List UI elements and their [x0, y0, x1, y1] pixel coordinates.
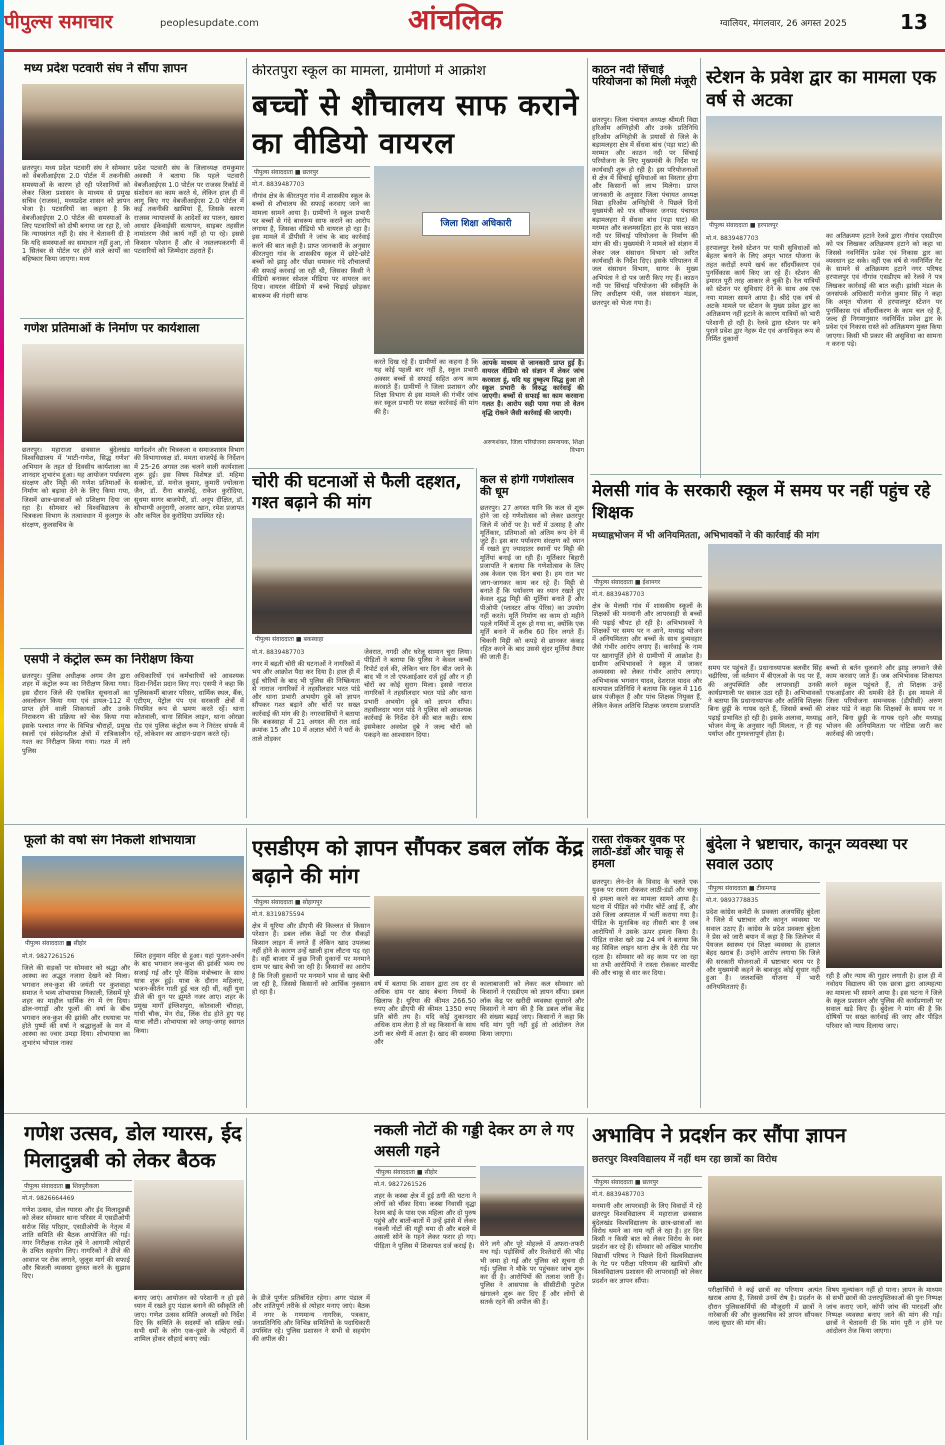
row-rule	[590, 474, 942, 475]
mobile-number: मो.नं. 8839487703	[592, 1191, 645, 1198]
article-headline: अभाविप ने प्रदर्शन कर सौंपा ज्ञापन	[592, 1123, 847, 1147]
article-body: छतरपुर। जिला पंचायत अध्यक्ष श्रीमती विद्या हरिओम अग्निहोत्री और उनके प्रतिनिधि हरिओम अग्निहोत्री के प्रयासों से जिले के बड़ामलहरा क्षेत्र में सेंधवा बांध (पड़ा घाट) की मरम्मत और काठन नदी पर सिंचाई परियोजना के लिए मुख्यमंत्री के निर्देश पर कार्यवाही शुरू हो रही है। इस परियोजनाओं से क्षेत्र में सिंचाई सुविधाओं का विस्तार होगा और किसानों को लाभ मिलेगा। प्राप्त जानकारी के अनुसार जिला पंचायत अध्यक्ष विद्या हरिओम अग्निहोत्री ने पिछले दिनों मुख्यमंत्री को पत्र सौंपकर जनपद पंचायत बड़ामलहरा में सेंधवा बांध (पड़ा घाट) की मरम्मत और कलमसहिता हार के पास काठन नदी पर सिंचाई परियोजना के निर्माण की मांग की थी। मुख्यमंत्री ने मामले को संज्ञान में लेकर जल संसाधन विभाग को त्वरित कार्यवाही के निर्देश दिए। इसके परिपालन में जल संसाधन विभाग, सागर के मुख्य अभियंता ने दो पत्र जारी किए गए हैं। काठन नदी पर सिंचाई परियोजना की स्वीकृति के लिए अधीक्षण यंत्री, जल संसाधन मंडल, छतरपुर को भेजा गया है।	[592, 116, 698, 307]
article-body: छतरपुर। 27 अगस्त यानि कि कल से शुरू होने जा रहे गणेशोत्सव को लेकर छतरपुर जिले में जोरों पर है। घरों में उत्साह है और मूर्तिकार, प्रतिमाओं को अंतिम रूप देने में जुटे हैं। इस बार पर्यावरण संरक्षण को ध्यान में रखते हुए ज्यादातर स्थानों पर मिट्टी की मूर्तियां बनाई जा रही हैं। मूर्तिकार बिहारी प्रजापति ने बताया कि गणेशोत्सव के लिए अब केवल एक दिन बचा है। हम रात भर जाग-जागकर काम कर रहे हैं। मिट्टी से बनाते हैं कि पर्यावरण का ध्यान रखते हुए केवल शुद्ध मिट्टी की मूर्तियां बनाते हैं और पीओपी (प्लास्टर ऑफ पेरिस) का उपयोग नहीं करते। मूर्ति निर्माण का काम दो महीने पहले गर्मियों में शुरू हो गया था, क्योंकि एक मूर्ति बनाने में करीब 60 दिन लगते हैं। चिकनी मिट्टी को कपड़े से छानकर कंकड़ रहित करने के बाद उससे सुंदर मूर्तियां तैयार की जाती हैं।	[480, 504, 584, 662]
article-body: नौगांव क्षेत्र के कीरतपुरा गांव में शासकीय स्कूल के बच्चों से शौचालय की सफाई करवाए जाने का मामला सामने आया है। ग्रामीणों ने स्कूल प्रभारी पर बच्चों से गंदे बाथरूम साफ कराने का आरोप लगाया है, जिसका वीडियो भी वायरल हो रहा है। इस मामले में डीपीसी ने जांच के बाद कार्रवाई करने की बात कही है। प्राप्त जानकारी के अनुसार कीरतपुरा गांव के शासकीय स्कूल में छोटे-छोटे बच्चों को झाड़ू और पोंछा थमाकर गंदे शौचालयों की सफाई करवाई जा रही थी, जिसका किसी ने वीडियो बनाकर सोशल मीडिया पर वायरल कर दिया। वायरल वीडियो में बच्चे चिढ़ाई छोड़कर बाथरूम की गंदगी साफ	[252, 192, 370, 300]
article-body: मनमानी और लापरवाही के लिए विवादों में रहे छतरपुर विश्वविद्यालय में महाराजा छत्रसाल बुंदेलखंड विश्वविद्यालय के छात्र-छात्राओं का विरोध थमने का नाम नहीं ले रहा है। हर दिन किसी न किसी बात को लेकर विरोध के स्वर प्रदर्शन कर रहे हैं। सोमवार को अखिल भारतीय विद्यार्थी परिषद ने पिछले दिनों विश्वविद्यालय के गेट पर परीक्षा परिणाम की खामियों और विश्वविद्यालय प्रशासन की लापरवाही को लेकर प्रदर्शन कर ज्ञापन सौंपा।	[592, 1202, 702, 1285]
article-subhead: छतरपुर विश्वविद्यालय में नहीं थम रहा छात्रों का विरोध	[592, 1154, 778, 1165]
quote-text: आपके माध्यम से जानकारी प्राप्त हुई है। वायरल वीडियो को संज्ञान में लेकर जांच करवाता हूं, यदि यह दुष्कृत्य सिद्ध हुआ तो स्कूल प्रभारी के विरुद्ध कार्रवाई की जाएगी। बच्चों से सफाई का काम करवाना गलत है। आरोप सही पाया गया तो वेतन वृद्धि रोकने जैसी कार्रवाई की जाएगी।	[482, 359, 584, 417]
quote-source: अरुणशंकर, जिला परियोजना समन्वयक, शिक्षा विभाग	[483, 439, 584, 455]
portrait-photo	[826, 882, 942, 968]
mobile-number: मो.नं. 8839487703	[706, 235, 759, 242]
article-headline: मध्य प्रदेश पटवारी संघ ने सौंपा ज्ञापन	[24, 62, 188, 75]
article-body: जिले की सड़कों पर सोमवार को श्रद्धा और आस्था का अद्भुत नजारा देखने को मिला। भगवान लव-कुश की जयंती पर कुशवाहा समाज ने भव्य शोभायात्रा निकाली, जिसमें पूरे शहर का माहौल धार्मिक रंग में रंग दिया। ढोल-नगाड़ों और फूलों की वर्षा के बीच भगवान लव-कुश की झांकी और रथयात्रा पर होते पुष्पों की वर्षा ने श्रद्धालुओं के मन में आस्था का ज्वार उमड़ा दिया। शोभायात्रा का शुभारंभ भोपाल नाका	[22, 964, 130, 1047]
office-sign: जिला शिक्षा अधिकारी	[422, 212, 530, 236]
fraud-photo	[480, 1166, 584, 1236]
workshop-photo	[22, 344, 244, 442]
article-headline-lead: बच्चों से शौचालय साफ कराने का वीडियो वायरल	[252, 88, 580, 160]
article-body: कालाबाजारी को लेकर कल सोमवार को किसानों ने एसडीएम को ज्ञापन सौंपा। डबल लॉक केंद्र पर खरीदी व्यवस्था सुधारने और किसानों ने मांग की है कि डबल लॉक केंद्र की संख्या बढ़ाई जाए। किसानों ने कहा कि यदि मांग पूरी नहीं हुई तो आंदोलन तेज किया जाएगा।	[480, 980, 584, 1038]
logo-text: पीपुल्स समाचार	[4, 11, 113, 33]
article-headline: चोरी की घटनाओं से फैली दहशत, गश्त बढ़ाने की मांग	[252, 472, 462, 513]
byline: पीपुल्स संवाददाता ■ सोहागपुर	[252, 896, 370, 908]
article-headline: बुंदेला ने भ्रष्टाचार, कानून व्यवस्था पर सवाल उठाए	[706, 835, 908, 873]
article-body: छतरपुर। पुलिस अधीक्षक अगम जैन द्वारा शहर में कंट्रोल रूम का निरीक्षण किया गया। इस दौरान जिले की एकत्रित सूचनाओं का अवलोकन किया गया एवं डायल-112 में प्राप्त होने वाली शिकायतों और उनके निराकरण की प्रक्रिया को चेक किया गया इसके पश्चात नगर के विभिन्न चौराहों, प्रमुख स्थलों एवं संवेदनशील क्षेत्रों में रात्रिकालीन गश्त का निरीक्षण किया गया। गश्त में लगे पुलिस	[22, 672, 130, 755]
article-body: के डीजे पूर्णतः प्रतिबंधित रहेगा। अगर पंडाल में और शांतिपूर्ण तरीके से त्योहार मनाए जाएं। बैठक में नगर के गणमान्य नागरिक, पत्रकार, जनप्रतिनिधि और विभिन्न समितियों के पदाधिकारी उपस्थित रहे। पुलिस प्रशासन ने सभी से सहयोग की अपील की।	[252, 1294, 370, 1344]
page-number: 13	[900, 10, 928, 34]
article-headline: मेलसी गांव के सरकारी स्कूल में समय पर नहीं पहुंच रहे शिक्षक	[592, 481, 931, 523]
article-body: परीक्षार्थियों ने कई छात्रों का परिणाम अत्यंत खराब आया है, जिससे उनमें रोष है। प्रदर्शन के दौरान पुलिसकर्मियों की मौजूदगी में छात्रों ने नारेबाजी की और कुलसचिव को ज्ञापन सौंपकर जल्द सुधार की मांग की।	[708, 1286, 822, 1328]
byline: पीपुल्स संवाददाता ■ ईशानगर	[592, 576, 702, 588]
column-rule	[476, 468, 477, 818]
article-body: वर्ष में बताया कि शासन द्वारा तय दर से अधिक दाम पर खाद बेचना नियमों के खिलाफ है। यूरिया की कीमत 266.50 रुपए और डीएपी की कीमत 1350 रुपए प्रति बोरी तय है। यदि कोई दुकानदार अधिक दाम लेता है तो वह किसानों के साथ ठगी कर श्रेणी में आता है। खाद की समस्या और	[374, 980, 476, 1047]
photo-caption: पीपुल्स संवाददाता ■ सीहोर	[22, 938, 244, 948]
column-rule	[587, 828, 588, 1108]
article-subhead: मध्याह्नभोजन में भी अनियमितता, अभिभावकों ने की कार्रवाई की मांग	[592, 531, 820, 541]
article-headline: एसपी ने कंट्रोल रूम का निरीक्षण किया	[24, 653, 194, 666]
row-rule	[0, 1113, 945, 1114]
school-photo	[374, 166, 584, 354]
article-body: प्रदेश कांग्रेस कमेटी के प्रवक्ता अजयसिंह बुंदेला ने जिले में भ्रष्टाचार और कानून व्यवस्था पर सवाल उठाए हैं। कांग्रेस के प्रदेश प्रवक्ता बुंदेला ने प्रेस को जारी बयान में कहा है कि जिलेभर में पेयजल स्वास्थ्य एवं शिक्षा व्यवस्था के हालात बेहद खराब हैं। उन्होंने आरोप लगाया कि जिले की सरकारी योजनाओं में भ्रष्टाचार चरम पर है और मुख्यमंत्री कहने के बावजूद कोई सुधार नहीं हुआ है। जलशक्ति योजना में भारी अनियमितताएं हैं।	[706, 908, 820, 991]
section-title: आंचलिक	[408, 3, 503, 36]
mobile-number: मो.नं. 9827261526	[22, 953, 75, 960]
byline: पीपुल्स संवाददाता ■ शिवपुरीकला	[22, 1180, 132, 1192]
article-body: हरपालपुर रेलवे स्टेशन पर यात्री सुविधाओं को बेहतर बनाने के लिए अमृत भारत योजना के तहत करोड़ों रुपये खर्च कर सौंदर्यीकरण एवं पुनर्विकास कार्य किए जा रहे हैं। स्टेशन की इमारत पूरी तरह आकार ले चुकी है। रेल यात्रियों को स्टेशन पर सुविधाएं देने के साथ अब एक नया मामला सामने आया है। श्रीदे एक वर्ष से अटके मामले पर स्टेशन के मुख्य प्रवेश द्वार का अतिक्रमण नहीं हटाने के कारण यात्रियों को भारी परेशानी हो रही है। रेलवे द्वारा स्टेशन पर बने पुराने प्रवेश द्वार नेहरू मेट एवं अनाधिकृत रूप से निर्मित दुकानों	[706, 244, 820, 344]
meeting-photo	[134, 1180, 244, 1290]
row-rule	[0, 824, 945, 825]
dateline: ग्वालियर, मंगलवार, 26 अगस्त 2025	[720, 19, 847, 29]
article-body: रही है और न्याय की गुहार लगाती है। हाल ही में नवोदय विद्यालय की एक छात्रा द्वारा आत्महत्या का मामला भी सामने आया है। इस घटना ने जिले के स्कूल प्रशासन और पुलिस की कार्यप्रणाली पर सवाल खड़े किए हैं। बुंदेला ने मांग की है कि दोषियों पर सख्त कार्रवाई की जाए और पीड़ित परिवार को न्याय दिलाया जाए।	[826, 972, 942, 1030]
website[interactable]: peoplesupdate.com	[160, 18, 259, 29]
article-body: करते दिख रहे हैं। ग्रामीणों का कहना है कि यह कोई पहली बार नहीं है, स्कूल प्रभारी अक्सर बच्चों से सफाई सहित अन्य काम करवाते हैं। ग्रामीणों ने जिला प्रशासन और शिक्षा विभाग से इस मामले की गंभीर जांच कर स्कूल प्रभारी पर सख्त कार्रवाई की मांग की है।	[374, 358, 478, 416]
mobile-number: मो.नं. 9893778835	[706, 897, 759, 904]
byline: पीपुल्स संवाददाता ■ छतरपुर	[592, 1176, 702, 1188]
article-headline: नकली नोटों की गड्डी देकर ठग ले गए असली गहने	[374, 1121, 574, 1160]
column-rule	[246, 828, 247, 1108]
column-rule	[587, 58, 588, 818]
article-kicker: कीरतपुरा स्कूल का मामला, ग्रामीणों में आक्रोश	[252, 64, 486, 79]
masthead	[0, 0, 945, 52]
article-body: बच्चों से बर्तन धुलवाने और झाड़ू लगवाने जैसे काम करवाए जाते हैं। जब अभिभावक शिकायत करने स्कूल पहुंचते हैं, तो शिक्षक उन्हें एफआईआर की धमकी देते हैं। इस मामले में जिला परियोजना समन्वयक (डीपीसी) अरुण शंकर पांडे ने कहा कि शिक्षकों के समय पर न आने, बिना छुट्टी के गायब रहने और मध्याह्न भोजन की अनियमितता पर नोटिस जारी कर कार्रवाई की जाएगी।	[826, 664, 942, 739]
mobile-number: मो.नं. 9826664469	[22, 1195, 75, 1202]
memorandum-photo	[252, 518, 472, 644]
byline: पीपुल्स संवाददाता ■ टीकमगढ़	[706, 882, 820, 894]
article-headline: गणेश प्रतिमाओं के निर्माण पर कार्यशाला	[24, 322, 200, 335]
column-rule	[700, 828, 701, 1108]
mobile-number: मो.नं. 9827261526	[374, 1181, 427, 1188]
article-body: मार्गदर्शन और चित्रकला व समाजशास्त्र विभाग की विभागाध्यक्ष डॉ. ममता वाजपेई के निर्देशन में 25-26 अगस्त तक चलने वाली कार्यशाला शुरू हुई। इस विषय विशेषज्ञ डॉ. महिमा सक्सेना, डॉ. मनोज कुमार, कुमारी ज्योत्सना जैन, डॉ. रीना बाजपेई, राकेश कुरोदिया, सुधमा सागर बाजपेयी, डॉ. अनूप दीक्षित, डॉ. सौभाग्यी अनुरागी, अजगर खान, रमेश प्रजापत और कपिल देव कुरोदिया उपस्थित रहे।	[134, 446, 244, 521]
article-body: प्रदेश पटवारी संघ के जिलाध्यक्ष रामकुमार अवस्थी ने बताया कि पहले पटवारी वेबजीआईएस 1.0 पोर्टल पर राजस्व रिकॉर्ड में संशोधन का काम करते थे, लेकिन हाल ही में लागू किए गए वेबजीआईएस 2.0 पोर्टल में कई तकनीकी खामियां हैं, जिसके कारण राजस्व न्यायालयों के आदेशों का पालन, खसरा आधार ईकेवाईसी सत्यापन, साइबर तहसील नामांतरण जैसे कार्य नहीं हो पा रहे। इससे किसान परेशान हैं और वे नस्तलपकरणी में पटवारियों को जिम्मेदार ठहराते हैं।	[134, 164, 244, 255]
mobile-number: मो.नं. 8319875594	[252, 911, 305, 918]
article-headline: स्टेशन के प्रवेश द्वार का मामला एक वर्ष से अटका	[706, 67, 936, 111]
station-photo	[706, 116, 942, 230]
article-body: क्षेत्र में यूरिया और डीएपी की किल्लत से किसान परेशान हैं। डबल लॉक केंद्रों पर रोज सैकड़ों किसान लाइन में लगते हैं लेकिन खाद उपलब्ध नहीं होने के कारण उन्हें खाली हाथ लौटना पड़ रहा है। वहीं बाजार में कुछ निजी दुकानों पर मनमाने दाम पर खाद बेची जा रही है। किसानों का आरोप है कि निजी दुकानों पर मनमाने भाव से खाद बेची जा रही है, जिससे किसानों को आर्थिक नुकसान हो रहा है।	[252, 922, 370, 997]
article-body: विषय मूल्यांकन नहीं हो पाना। ज्ञापन के माध्यम से सभी छात्रों की उत्तरपुस्तिकाओं की पुनः निष्पक्ष जांच कराए जाने, कॉपी जांच की पारदर्शी और निष्पक्ष व्यवस्था बनाए जाने की मांग की गई। छात्रों ने चेतावनी दी कि मांग पूरी न होने पर आंदोलन तेज किया जाएगा।	[826, 1286, 942, 1336]
procession-photo	[22, 856, 244, 948]
row-rule	[20, 648, 244, 649]
article-headline: कल से होगी गणेशोत्सव की धूम	[480, 474, 574, 498]
article-body: अधिकारियों एवं कर्मचारियों को आवश्यक दिशा-निर्देश प्रदान किए गए। एसपी ने कहा कि पुलिसकर्मी बाजार परिसर, धार्मिक स्थल, बैंक, एटीएम, पेट्रोल पंप एवं सरकारी क्षेत्रों में नियमित रूप से भ्रमण करते रहें। थाना कोतवाली, थाना सिविल लाइन, थाना ओरछा रोड एवं पुलिस कंट्रोल रूम ने निरंतर संपर्क में रहें, लोकेशन का आदान-प्रदान करते रहें।	[134, 672, 244, 739]
mobile-number: मो.नं. 8839487703	[252, 649, 305, 656]
article-headline: फूलों की वर्षा संग निकली शोभायात्रा	[24, 834, 196, 848]
article-body: छतरपुर। लेन-देन के विवाद के चलते एक युवक पर रास्ता रोककर लाठी-डंडों और चाकू से हमला करने का मामला सामने आया है। घटना में पीड़ित को गंभीर चोटें आई हैं, और उसे जिला अस्पताल में भर्ती कराया गया है। पीड़ित के मुताबिक वह तीसरी बार है जब आरोपियों ने उसके ऊपर हमला किया है। पीड़ित राजेश खरे उम्र 24 वर्ष ने बताया कि वह सिविल लाइन थाना क्षेत्र के देरी रोड पर रहता है। सोमवार को वह काम पर जा रहा था तभी आरोपियों ने रास्ता रोककर मारपीट की और चाकू से वार कर दिया।	[592, 878, 698, 978]
byline: पीपुल्स संवाददाता ■ सीहोर	[374, 1166, 476, 1178]
column-rule	[700, 58, 701, 478]
column-rule	[246, 1118, 247, 1440]
article-body: क्षेत्र के मेलसी गांव में शासकीय स्कूलों के शिक्षकों की मनमानी और लापरवाही से बच्चों की पढ़ाई चौपट हो रही है। अभिभावकों ने शिक्षकों पर समय पर न आने, मध्याह्न भोजन में अनियमितता और बच्चों के साथ दुव्यवहार जैसे गंभीर आरोप लगाए हैं। कार्रवाई के नाम पर खानापूर्ति होने से ग्रामीणों में आक्रोश है। ग्रामीण अभिभावकों ने स्कूल में जाकर अव्यवस्था को लेकर गंभीर आरोप लगाए। अभिभावक भगवान यादव, देशराज यादव और सत्यपाल प्रतिनिधि ने बताया कि स्कूल में 116 छात्र पंजीकृत हैं और पांच शिक्षक नियुक्त हैं, लेकिन केवल अतिथि शिक्षक जयराम प्रजापति	[592, 602, 702, 710]
logo	[4, 6, 113, 36]
school-village-photo	[708, 544, 942, 660]
quote-box	[482, 358, 584, 462]
article-body: का अतिक्रमण हटाने रेलवे द्वारा नौगांव एसडीएम को पत्र लिखकर अतिक्रमण हटाने को कहा था जिससे नवनिर्मित प्रवेश एवं निकास द्वार का व्यवधान हट सके। वहीं एक वर्ष से नवनिर्मित गेट के सामने से अतिक्रमण हटाने नगर परिषद हरपालपुर एवं नौगांव एसडीएम को रेलवे ने पत्र लिखकर कार्रवाई की बात कही। झांसी मंडल के जनसंपर्क अधिकारी मनोज कुमार सिंह ने कहा कि अमृत योजना से हरपालपुर स्टेशन पर पुनर्विकास एवं सौंदर्यीकरण के काम चल रहे हैं, जल्द ही निगमानुसार नवनिर्मित प्रवेश द्वार के प्रवेश एवं निकास रास्ते को अतिक्रमण मुक्त किया जाएगा। किसी भी प्रकार की असुविधा का सामना न करना पड़े।	[826, 232, 942, 348]
article-headline: रास्ता रोककर युवक पर लाठी-डंडों और चाकू से हमला	[592, 834, 685, 870]
mobile-number: मो.नं. 8839487703	[592, 591, 645, 598]
mobile-number: मो.नं. 8839487703	[252, 181, 305, 188]
article-headline: एसडीएम को ज्ञापन सौंपकर डबल लॉक केंद्र बढ़ाने की मांग	[252, 836, 584, 888]
article-headline: गणेश उत्सव, डोल ग्यारस, ईद मिलादुन्नबी को लेकर बैठक	[24, 1121, 242, 1172]
article-headline: काठन नदी सिंचाई परियोजना को मिली मंजूरी	[592, 64, 697, 88]
photo-caption: पीपुल्स संवाददाता ■ बकस्वाहा	[252, 634, 472, 644]
row-rule	[248, 468, 474, 469]
farmers-photo	[374, 896, 584, 976]
column-rule	[587, 1118, 588, 1440]
photo-caption: पीपुल्स संवाददाता ■ हरपालपुर	[706, 220, 942, 230]
column-rule	[246, 58, 247, 818]
patwari-photo	[22, 84, 244, 160]
article-body: शहर के कस्बा क्षेत्र में हुई ठगी की घटना ने लोगों को चौंका दिया। कस्बा निवासी वृद्धा रेशम बाई के पास एक महिला और दो पुरुष पहुंचे और बातों-बातों में उन्हें झांसे में लेकर नकली नोटों की गड्डी थमा दी और बदले में असली सोने के गहने लेकर फरार हो गए। पीड़िता ने पुलिस में शिकायत दर्ज कराई है।	[374, 1192, 476, 1250]
article-body: समय पर पहुंचते हैं। प्रधानाध्यापक बलवीर सिंह चढ़ीरिया, जो वर्तमान में बीएलओ के पद पर हैं, की अनुपस्थिति और लापरवाही उनकी कार्यप्रणाली पर सवाल उठा रही है। अभिभावकों ने बताया कि प्रधानाध्यापक और अतिथि शिक्षक बिना छुट्टी के गायब रहते हैं, जिससे बच्चों की पढ़ाई प्रभावित हो रही है। इसके अलावा, मध्याह्न भोजन मेन्यू के अनुसार नहीं मिलता, न ही यह पर्याप्त और गुणवत्तापूर्ण होता है।	[708, 664, 822, 739]
article-body: छतरपुर। महाराजा छत्रसाल बुंदेलखंड विश्वविद्यालय में 'माटी-गणेश, सिद्ध गणेश' अभियान के तहत दो दिवसीय कार्यशाला का शानदार शुभारंभ हुआ। यह आयोजन पर्यावरण संरक्षण और मिट्टी की गणेश प्रतिमाओं के निर्माण को बढ़ावा देने के लिए किया गया, जिसमें छात्र-छात्राओं को प्रशिक्षण दिया जा रहा है। सोमवार को विश्वविद्यालय के चित्रकला विभाग के तत्वावधान में कुलगुरु के संरक्षण, कुलसचिव के	[22, 446, 130, 529]
article-body: छतरपुर। मध्य प्रदेश पटवारी संघ ने सोमवार को वेबजीआईएस 2.0 पोर्टल में तकनीकी समस्याओं के कारण हो रही परेशानियों को लेकर जिला प्रशासन के माध्यम से प्रमुख सचिव (राजस्व), मध्यप्रदेश शासन को ज्ञापन भेजा है। पटवारियों का कहना है कि वेबजीआईएस 2.0 पोर्टल की समस्याओं के लिए पटवारियों को दोषी बनाया जा रहा है, जो कि न्यायसंगत नहीं है। संघ ने चेतावनी दी है कि यदि समस्याओं का समाधान नहीं हुआ, तो 1 सितंबर से पोर्टल पर होने वाले कार्यों का बहिष्कार किया जाएगा। मध्य	[22, 164, 130, 264]
protest-photo	[708, 1176, 942, 1282]
color-registration-bar	[0, 0, 4, 1445]
row-rule	[20, 318, 244, 319]
article-body: बनाए जाएं। आयोजन को परेशानी न हो इसे ध्यान में रखते हुए पंडाल बनाने की स्वीकृति ली जाए। गणेश उत्सव समिति अध्यक्षों को निर्देश दिए कि समिति के सदस्यों को सक्रिय रखें। सभी धर्मों के लोग एक-दूसरे के त्योहारों में शामिल होकर सौहार्द बनाए रखें।	[134, 1294, 244, 1344]
article-body: नगर में बढ़ती चोरी की घटनाओं ने नागरिकों में भय और आक्रोश पैदा कर दिया है। हाल ही में हुई चोरियों के बाद भी पुलिस की निष्क्रियता से नाराज नागरिकों ने तहसीलदार भरत पांडे और थाना प्रभारी अभयोग दुबे को ज्ञापन सौंपकर गश्त बढ़ाने और चोरों पर सख्त कार्रवाई की मांग की है। नगरवासियों ने बताया कि बकस्वाहा में 21 अगस्त की रात वार्ड क्रमांक 15 और 10 में अज्ञात चोरों ने घरों के ताले तोड़कर	[252, 660, 360, 743]
article-body: सेने लगे और पूरे मोहल्ले में अफरा-तफरी मच गई। पड़ोसियों और रिश्तेदारों की भीड़ भी जमा हो गई और पुलिस को सूचना दी गई। पुलिस ने मौके पर पहुंचकर जांच शुरू कर दी है। आरोपियों की तलाश जारी है। पुलिस ने आसपास के सीसीटीवी फुटेज खंगालने शुरू कर दिए हैं और लोगों से सतर्क रहने की अपील की है।	[480, 1240, 584, 1307]
article-body: जेवरात, नगदी और घरेलू सामान चुरा लिया। पीड़ितों ने बताया कि पुलिस ने केवल कच्ची रिपोर्ट दर्ज की, लेकिन चार दिन बीत जाने के बाद भी न तो एफआईआर दर्ज हुई और न ही चोरों का कोई सुराग मिला। इससे नाराज नागरिकों ने तहसीलदार भरत पांडे और थाना प्रभारी अभयोग दुबे को ज्ञापन सौंपा। तहसीलदार भरत पांडे ने पुलिस को आवश्यक कार्रवाई के निर्देश देने की बात कही। साथ इसमेकार अवधेश दुबे ने जल्द चोरों को पकड़ने का आश्वासन दिया।	[364, 648, 472, 739]
article-body: गणेश उत्सव, डोल ग्यारस और ईद मिलादुन्नबी को लेकर सोमवार थाना परिसर में एसडीओपी सरोज सिंह परिहार, एसडीओपी के नेतृत्व में शांति समिति की बैठक आयोजित की गई। नगर निरीक्षक राजेश तुबे ने आगामी त्योहारों के उचित सहयोग लिए। नागरिकों ने डीजे की आवाज पर रोक लगाने, जुलूस मार्ग की सफाई और बिजली व्यवस्था दुरुस्त करने के सुझाव दिए।	[22, 1206, 130, 1281]
byline: पीपुल्स संवाददाता ■ छतरपुर	[252, 166, 370, 178]
article-body: स्थित हनुमान मंदिर से हुआ। यहां पूजन-अर्चन के बाद भगवान लव-कुश की झांकी भव्य रथ सजाई गई और पूरे वैदिक मंत्रोच्चार के साथ यात्रा शुरू हुई। यात्रा के दौरान महिलाएं, भजन-कीर्तन गाती हुई चल रही थीं, वहीं युवा डीजे की धुन पर झूमते नजर आए। शहर के प्रमुख मार्गों इंग्लिशपुरा, कोतवाली चौराहा, गांधी चौक, मेन रोड, लिंक रोड होते हुए यह यात्रा लौटी। शोभायात्रा को जगह-जगह स्वागत किया।	[134, 952, 244, 1035]
